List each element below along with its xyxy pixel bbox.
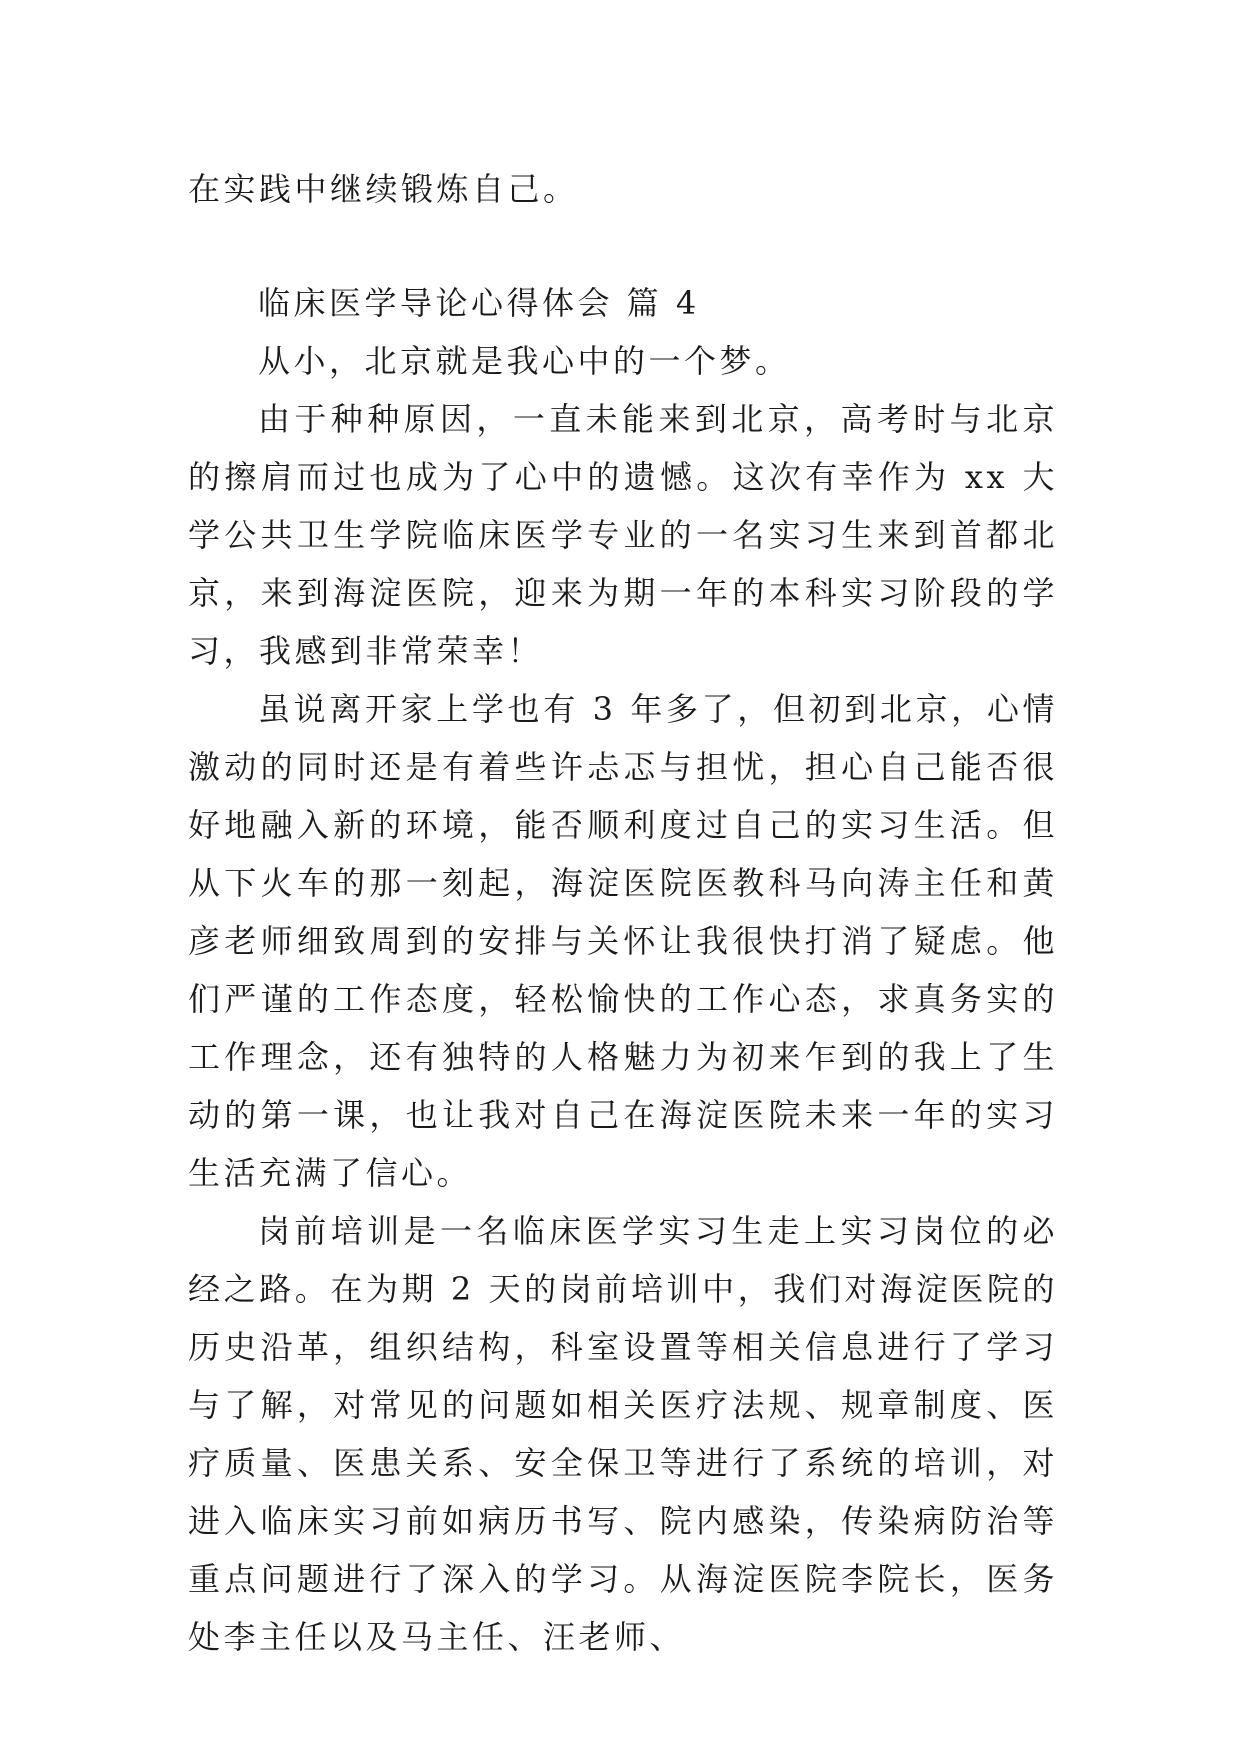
paragraph: 从小，北京就是我心中的一个梦。	[258, 342, 791, 380]
paragraph: 岗前培训是一名临床医学实习生走上实习岗位的必经之路。在为期 2 天的岗前培训中，我们对海淀医院的历史沿革，组织结构，科室设置等相关信息进行了学习与了解，对常见的问题如相关医疗法规、规章制度、医疗质量、医患关系、安全保卫等进行了系统的培训，对进入临床实习前如病历书写、院内感染，传染病防治等重点问题进行了深入的学习。从海淀医院李院长，医务处李主任以及马主任、汪老师、	[188, 1212, 1058, 1656]
paragraph: 由于种种原因，一直未能来到北京，高考时与北京的擦肩而过也成为了心中的遗憾。这次有幸作为 xx 大学公共卫生学院临床医学专业的一名实习生来到首都北京，来到海淀医院，迎来为期一年的本科实习阶段的学习，我感到非常荣幸！	[188, 400, 1058, 670]
continuation-text: 在实践中继续锻炼自己。	[188, 170, 579, 208]
paragraph: 虽说离开家上学也有 3 年多了，但初到北京，心情激动的同时还是有着些许忐忑与担忧，担心自己能否很好地融入新的环境，能否顺利度过自己的实习生活。但从下火车的那一刻起，海淀医院医教科马向涛主任和黄彦老师细致周到的安排与关怀让我很快打消了疑虑。他们严谨的工作态度，轻松愉快的工作心态，求真务实的工作理念，还有独特的人格魅力为初来乍到的我上了生动的第一课，也让我对自己在海淀医院未来一年的实习生活充满了信心。	[188, 690, 1058, 1192]
document-body	[188, 332, 1058, 1666]
section-heading: 临床医学导论心得体会 篇 4	[258, 284, 700, 322]
